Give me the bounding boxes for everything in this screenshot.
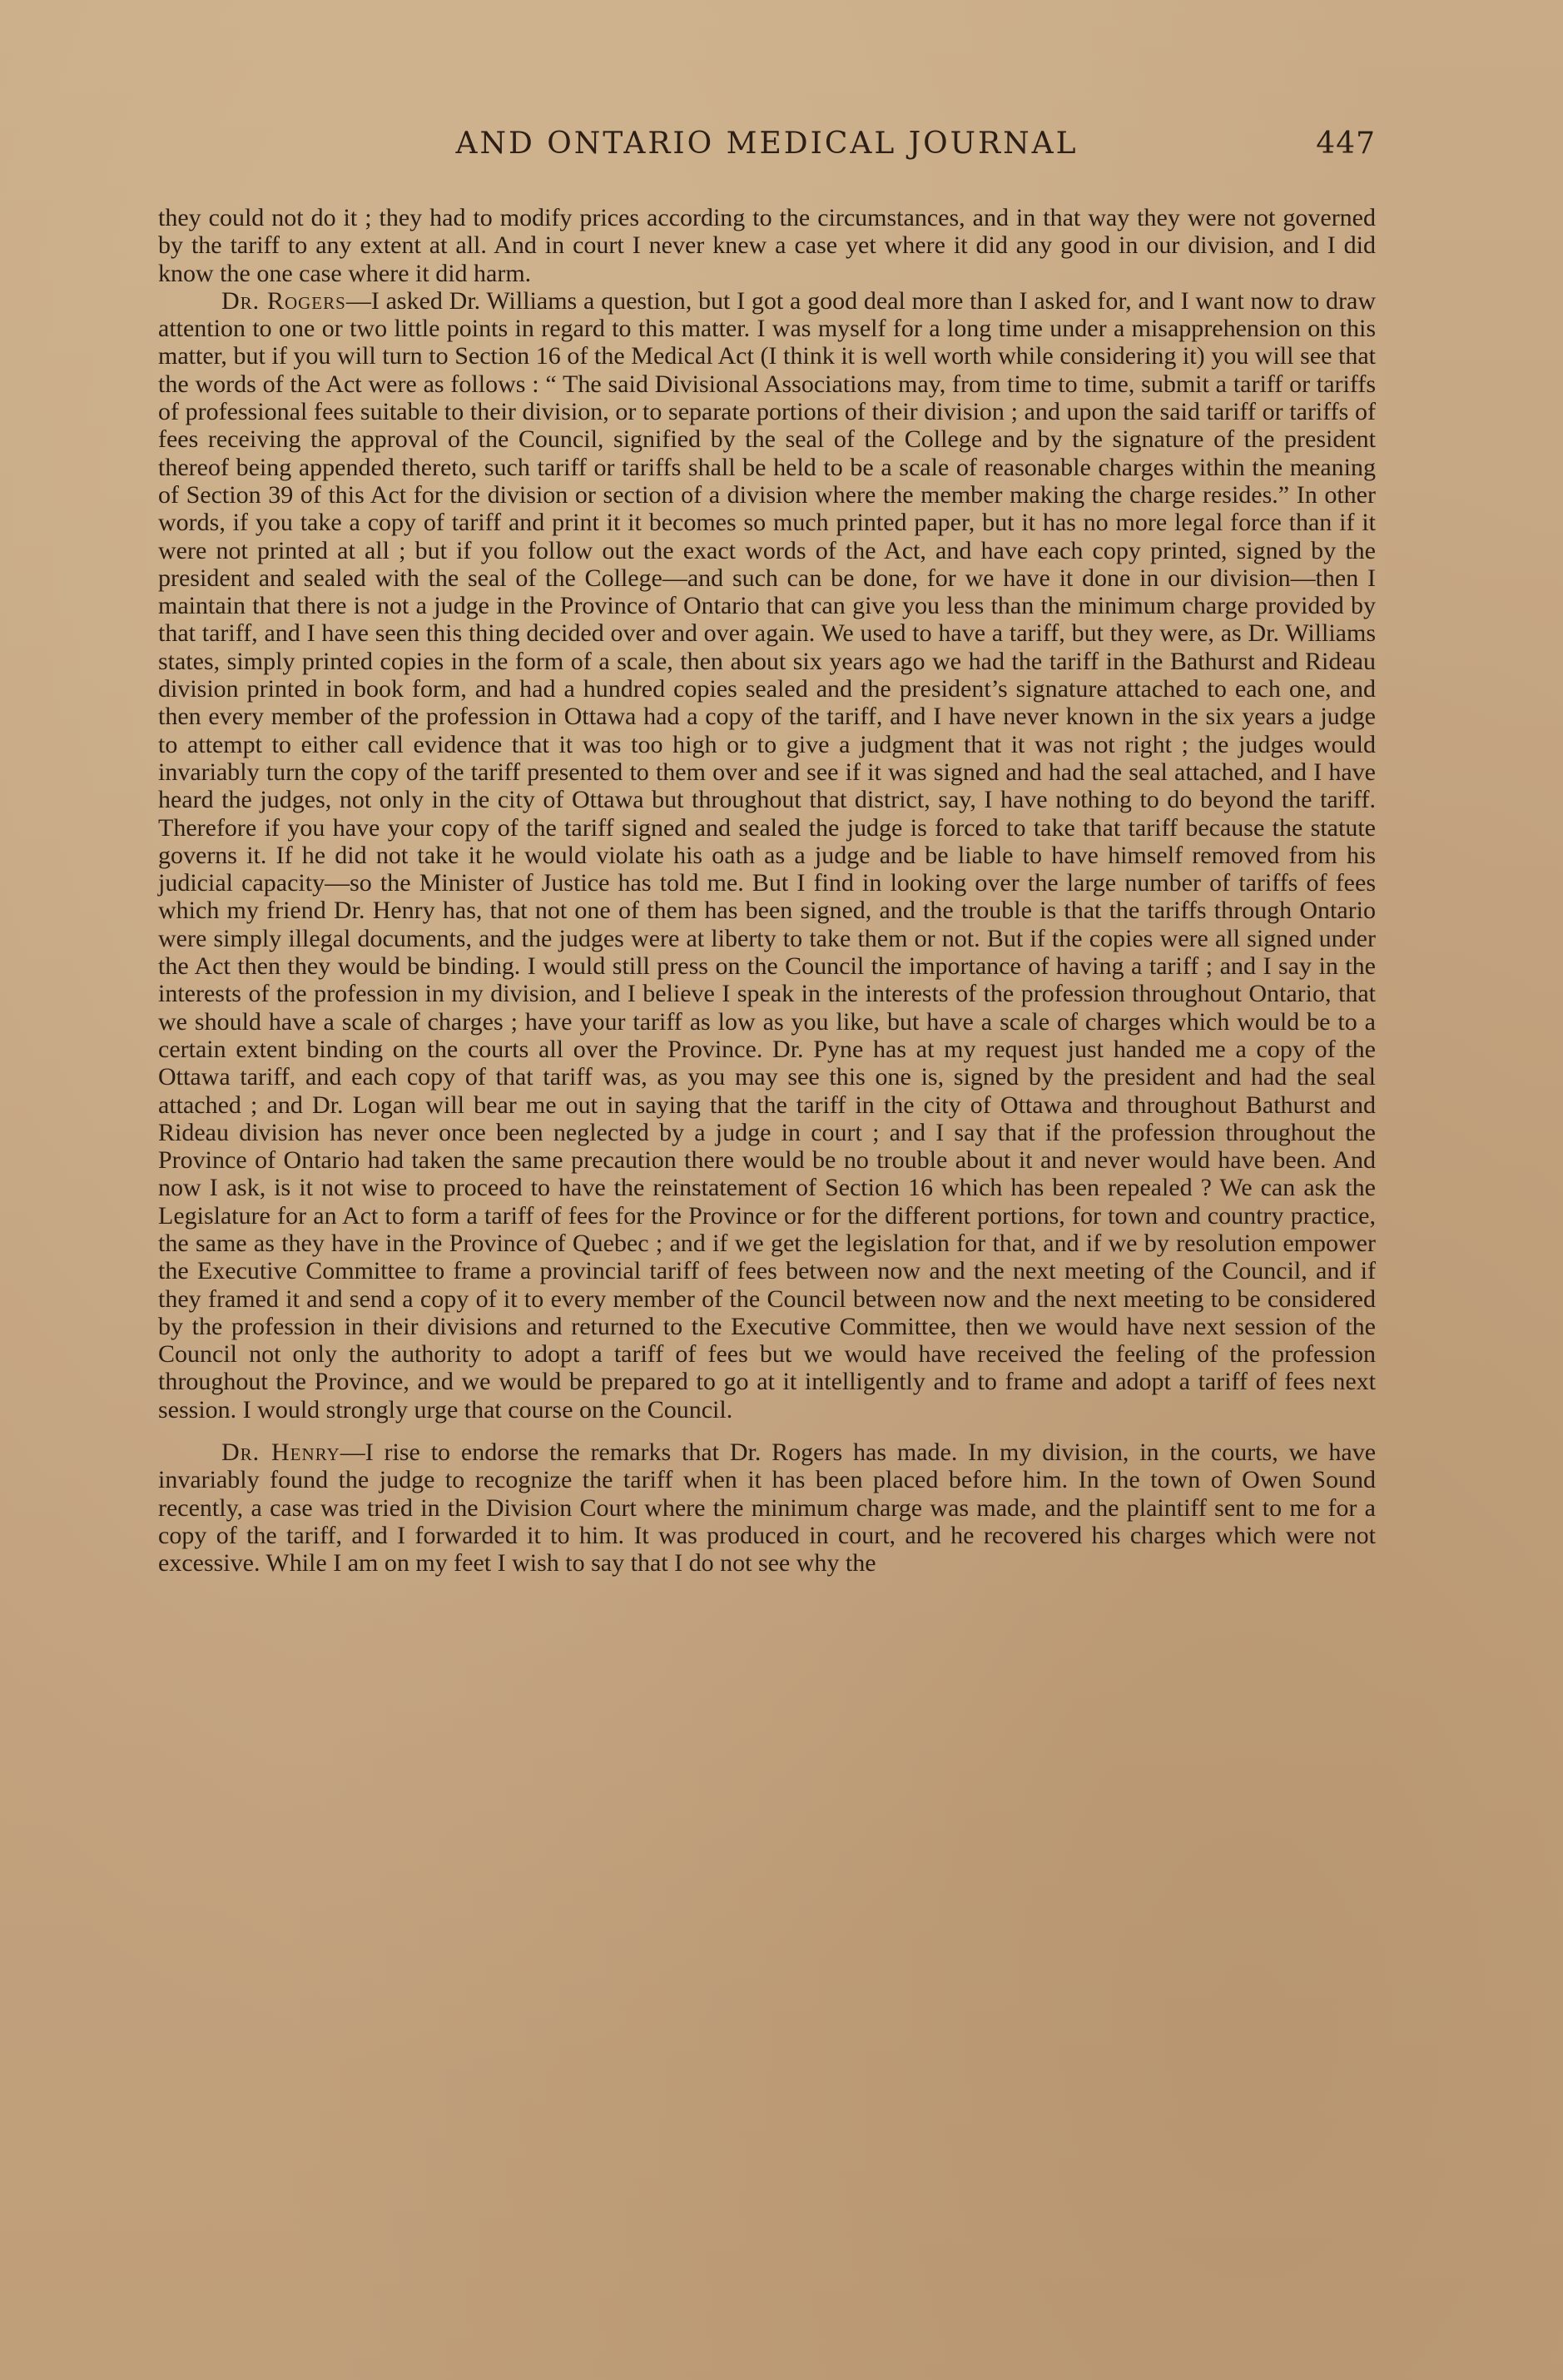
page-header [158,127,1376,176]
page-body [158,204,1376,1578]
paragraph-text: —I rise to endorse the remarks that Dr. Rogers has made. In my division, in the courts, we have invariably found the judge to recognize the tariff when it has been placed before him. In the town of Owen Sound recently, a case was tried in the Division Court where the minimum charge was made, and the plaintiff sent to me for a copy of the tariff, and I forwarded it to him. It was produced in court, and he recovered his charges which were not excessive. While I am on my feet I wish to say that I do not see why the [158,1438,1377,1578]
running-head: AND ONTARIO MEDICAL JOURNAL [455,127,1079,161]
paragraph-continuation [158,204,1376,287]
paragraph-text: they could not do it ; they had to modify prices according to the circumstances, and in that way they were not governed by the tariff to any extent at all. And in court I never knew a case yet where it did any good in our division, and I did know the one case where it did harm. [158,204,1376,287]
page-number: 447 [1316,127,1376,161]
paragraph-rogers [158,287,1376,1424]
speaker-name: Dr. Henry [221,1438,340,1467]
paragraph-henry [158,1438,1376,1577]
paragraph-text: —I asked Dr. Williams a question, but I got a good deal more than I asked for, and I want now to draw attention to one or two little points in regard to this matter. I was myself for a long time under a misapprehension on this matter, but if you will turn to Section 16 of the Medical Act (I think it is well worth while considering it) you will see that the words of the Act were as follows : “ The said Divisional Associations may, from time to time, submit a tariff or tariffs of professional fees suitable to their division, or to separate portions of their division ; and upon the said tariff or tariffs of fees receiving the approval of the Council, signified by the seal of the College and by the signature of the president thereof being appended thereto, such tariff or tariffs shall be held to be a scale of reasonable charges within the meaning of Section 39 of this Act for the division or section of a division where the member making the charge resides.” In other words, if you take a copy of tariff and print it it becomes so much printed paper, but it has no more legal force than if it were not printed at all ; but if you follow out the exact words of the Act, and have each copy printed, signed by the president and sealed with the seal of the College—and such can be done, for we have it done in our division—then I maintain that there is not a judge in the Province of Ontario that can give you less than the minimum charge provided by that tariff, and I have seen this thing decided over and over again. We used to have a tariff, but they were, as Dr. Williams states, simply printed copies in the form of a scale, then about six years ago we had the tariff in the Bathurst and Rideau division printed in book form, and had a hundred copies sealed and the president’s signature attached to each one, and then every member of the profession in Ottawa had a copy of the tariff, and I have never known in the six years a judge to attempt to either call evidence that it was too high or to give a judgment that it was not right ; the judges would invariably turn the copy of the tariff presented to them over and see if it was signed and had the seal attached, and I have heard the judges, not only in the city of Ottawa but throughout that district, say, I have nothing to do beyond the tariff. Therefore if you have your copy of the tariff signed and sealed the judge is forced to take that tariff because the statute governs it. If he did not take it he would violate his oath as a judge and be liable to have himself removed from his judicial capacity—so the Minister of Justice has told me. But I find in looking over the large number of tariffs of fees which my friend Dr. Henry has, that not one of them has been signed, and the trouble is that the tariffs through Ontario were simply illegal documents, and the judges were at liberty to take them or not. But if the copies were all signed under the Act then they would be binding. I would still press on the Council the importance of having a tariff ; and I say in the interests of the profession in my division, and I believe I speak in the interests of the profession throughout Ontario, that we should have a scale of charges ; have your tariff as low as you like, but have a scale of charges which would be to a certain extent binding on the courts all over the Province. Dr. Pyne has at my request just handed me a copy of the Ottawa tariff, and each copy of that tariff was, as you may see this one is, signed by the president and had the seal attached ; and Dr. Logan will bear me out in saying that the tariff in the city of Ottawa and throughout Bathurst and Rideau division has never once been neglected by a judge in court ; and I say that if the profession throughout the Province of Ontario had taken the same precaution there would be no trouble about it and never would have been. And now I ask, is it not wise to proceed to have the reinstatement of Section 16 which has been repealed ? We can ask the Legislature for an Act to form a tariff of fees for the Province or for the different portions, for town and country practice, the same as they have in the Province of Quebec ; and if we get the legislation for that, and if we by resolution empower the Executive Committee to frame a provincial tariff of fees between now and the next meeting of the Council, and if they framed it and send a copy of it to every member of the Council between now and the next meeting to be considered by the profession in their divisions and returned to the Executive Committee, then we would have next session of the Council not only the authority to adopt a tariff of fees but we would have received the feeling of the profession throughout the Province, and we would be prepared to go at it intelligently and to frame and adopt a tariff of fees next session. I would strongly urge that course on the Council. [158,286,1376,1424]
speaker-name: Dr. Rogers [221,286,346,315]
